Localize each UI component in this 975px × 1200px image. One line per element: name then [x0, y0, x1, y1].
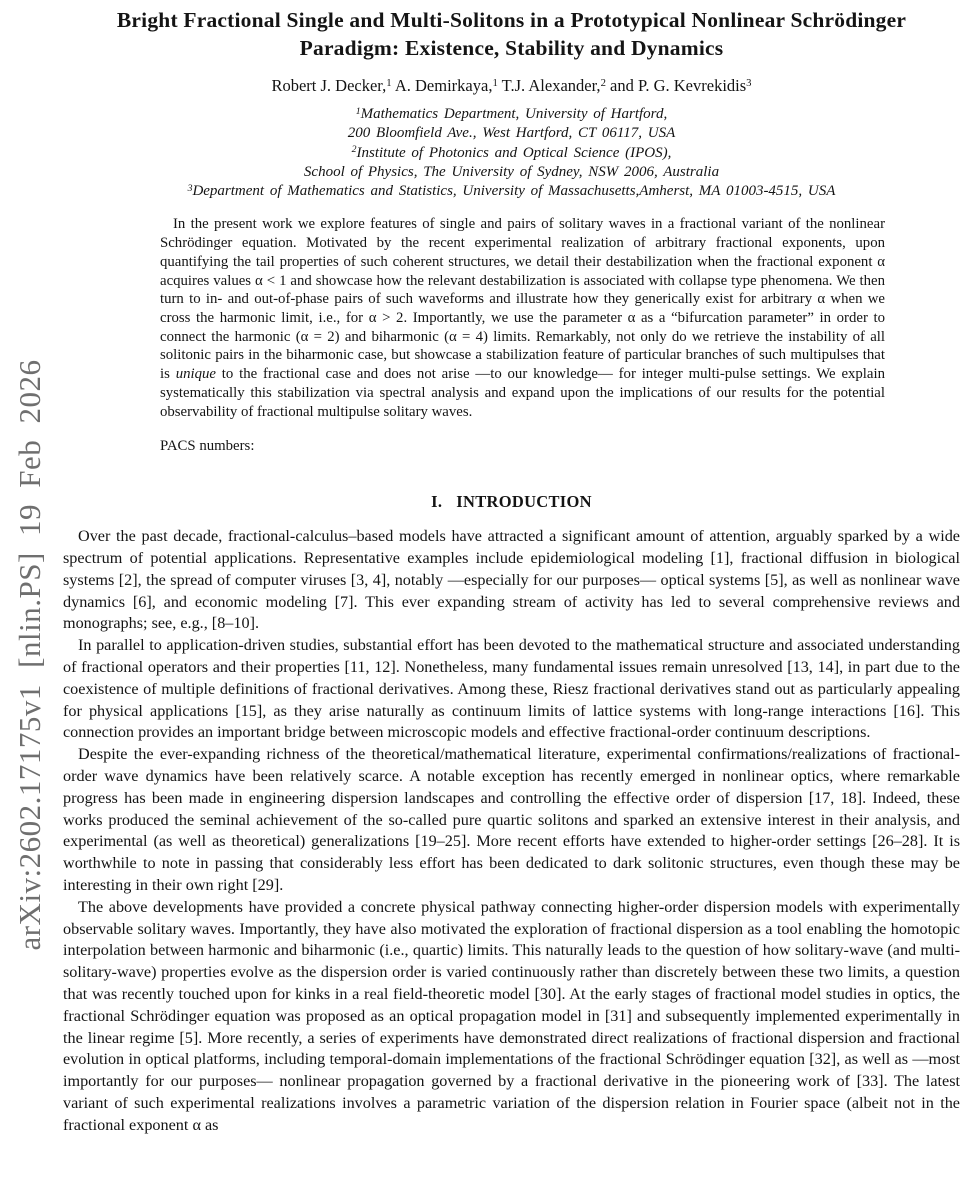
- affiliation-text: School of Physics, The University of Sydney, NSW 2006, Australia: [303, 163, 720, 180]
- paragraph-4: The above developments have provided a concrete physical pathway connecting higher-order dispersion models with experimentally observable solitary waves. Importantly, they have also motivated the exploration of fractional dispersion as a tool enabling the homotopic interpolation between harmonic and biharmonic (i.e., quartic) limits. This naturally leads to the question of how solitary-wave (and multi-solitary-wave) properties evolve as the dispersion order is varied continuously rather than discretely between these two limits, a question that was recently touched upon for kinks in a real field-theoretic model [30]. At the early stages of fractional model studies in optics, the fractional Schrödinger equation was proposed as an optical propagation model in [31] and subsequently implemented experimentally in the linear regime [5]. More recently, a series of experiments have demonstrated direct realizations of fractional dispersion and fractional evolution in optical platforms, including temporal-domain implementations of the fractional Schrödinger equation [32], as well as —most importantly for our purposes— nonlinear propagation governed by a fractional derivative in the pioneering work of [33]. The latest variant of such experimental realizations involves a parametric variation of the dispersion relation in Fourier space (albeit not in the fractional exponent α as: [63, 897, 960, 1134]
- paper-title: [63, 6, 960, 62]
- author-name: T.J. Alexander,: [497, 76, 601, 95]
- paper-content: [63, 0, 960, 1137]
- introduction-body: [63, 526, 960, 1136]
- affiliation-marker: 2: [351, 144, 357, 156]
- abstract: [160, 215, 885, 421]
- affiliation-line: [63, 105, 960, 124]
- affiliation-line: [63, 163, 960, 182]
- affiliation-line: [63, 124, 960, 143]
- author-line: [63, 76, 960, 96]
- paragraph-1: Over the past decade, fractional-calculus–based models have attracted a significant amount of attention, arguably sparked by a wide spectrum of potential applications. Representative examples include epidemiological modeling [1], fractional diffusion in biological systems [2], the spread of computer viruses [3, 4], notably —especially for our purposes— optical systems [5], as well as nonlinear wave dynamics [6], and economic modeling [7]. This ever expanding stream of activity has led to several comprehensive reviews and monographs; see, e.g., [8–10].: [63, 527, 960, 633]
- affiliation-marker: 1: [355, 105, 361, 117]
- author-affil-marker: 1: [492, 77, 498, 90]
- affiliation-text: Institute of Photonics and Optical Science (IPOS),: [356, 144, 672, 161]
- affiliation-text: Mathematics Department, University of Hartford,: [360, 106, 668, 122]
- paragraph-2: In parallel to application-driven studies, substantial effort has been devoted to the mathematical structure and associated understanding of fractional operators and their properties [11, 12]. Nonetheless, many fundamental issues remain unresolved [13, 14], in part due to the coexistence of multiple definitions of fractional derivatives. Among these, Riesz fractional derivatives stand out as particularly appealing for physical applications [15], as they arise naturally as continuum limits of lattice systems with long-range interactions [16]. This connection provides an important bridge between microscopic models and effective fractional-order continuum descriptions.: [63, 636, 960, 742]
- arxiv-watermark: arXiv:2602.17175v1 [nlin.PS] 19 Feb 2026: [12, 359, 47, 951]
- author-name: A. Demirkaya,: [391, 76, 493, 95]
- affiliation-line: [63, 144, 960, 163]
- abstract-italic-word: unique: [175, 366, 216, 383]
- author-name: and P. G. Kevrekidis: [605, 76, 747, 95]
- pacs-line: PACS numbers:: [160, 438, 255, 455]
- section-heading-introduction: [63, 492, 960, 512]
- affiliation-line: [63, 182, 960, 201]
- section-title: INTRODUCTION: [456, 492, 592, 512]
- abstract-text-part1: In the present work we explore features of single and pairs of solitary waves in a fractional variant of the nonlinear Schrödinger equation. Motivated by the recent experimental realization of arbitrary fractional exponents, upon quantifying the tail properties of such coherent structures, we detail their destabilization when the fractional exponent α acquires values α < 1 and showcase how the relevant destabilization is associated with collapse type phenomena. We then turn to in- and out-of-phase pairs of such waveforms and illustrate how they generically exist for arbitrary α when we cross the harmonic limit, i.e., for α > 2. Importantly, we use the parameter α as a “bifurcation parameter” in order to connect the harmonic (α = 2) and biharmonic (α = 4) limits. Remarkably, not only do we retrieve the instability of all solitonic pairs in the biharmonic case, but showcase a stabilization feature of particular branches of such multipulses that is: [160, 216, 885, 383]
- paper-title-line1: Bright Fractional Single and Multi-Solitons in a Prototypical Nonlinear Schrödinger: [116, 8, 907, 32]
- affiliation-marker: 3: [187, 182, 193, 194]
- author-name: Robert J. Decker,: [271, 76, 387, 95]
- affiliations-block: [63, 105, 960, 201]
- section-number: I.: [431, 492, 443, 512]
- paper-title-line2: Paradigm: Existence, Stability and Dynamics: [299, 36, 724, 60]
- paragraph-3: Despite the ever-expanding richness of the theoretical/mathematical literature, experimental confirmations/realizations of fractional-order wave dynamics have been relatively scarce. A notable exception has recently emerged in nonlinear optics, where remarkable progress has been made in engineering dispersion landscapes and controlling the effective order of dispersion [17, 18]. Indeed, these works produced the seminal achievement of the so-called pure quartic solitons and sparked an extensive interest in their analysis, and experimental (as well as theoretical) generalizations [19–25]. More recent efforts have extended to higher-order settings [26–28]. It is worthwhile to note in passing that considerably less effort has been dedicated to dark solitonic structures, even though these may be interesting in their own right [29].: [63, 745, 960, 894]
- affiliation-text: 200 Bloomfield Ave., West Hartford, CT 06117, USA: [347, 125, 676, 142]
- affiliation-text: Department of Mathematics and Statistics, University of Massachusetts,Amherst, MA 01003-4515, USA: [192, 183, 836, 200]
- author-affil-marker: 2: [600, 77, 606, 90]
- author-affil-marker: 3: [746, 77, 752, 90]
- abstract-text-part2: to the fractional case and does not arise —to our knowledge— for integer multi-pulse settings. We explain systematically this stabilization via spectral analysis and expand upon the implications of our results for the potential observability of fractional multipulse solitary waves.: [160, 366, 885, 420]
- author-affil-marker: 1: [386, 77, 392, 90]
